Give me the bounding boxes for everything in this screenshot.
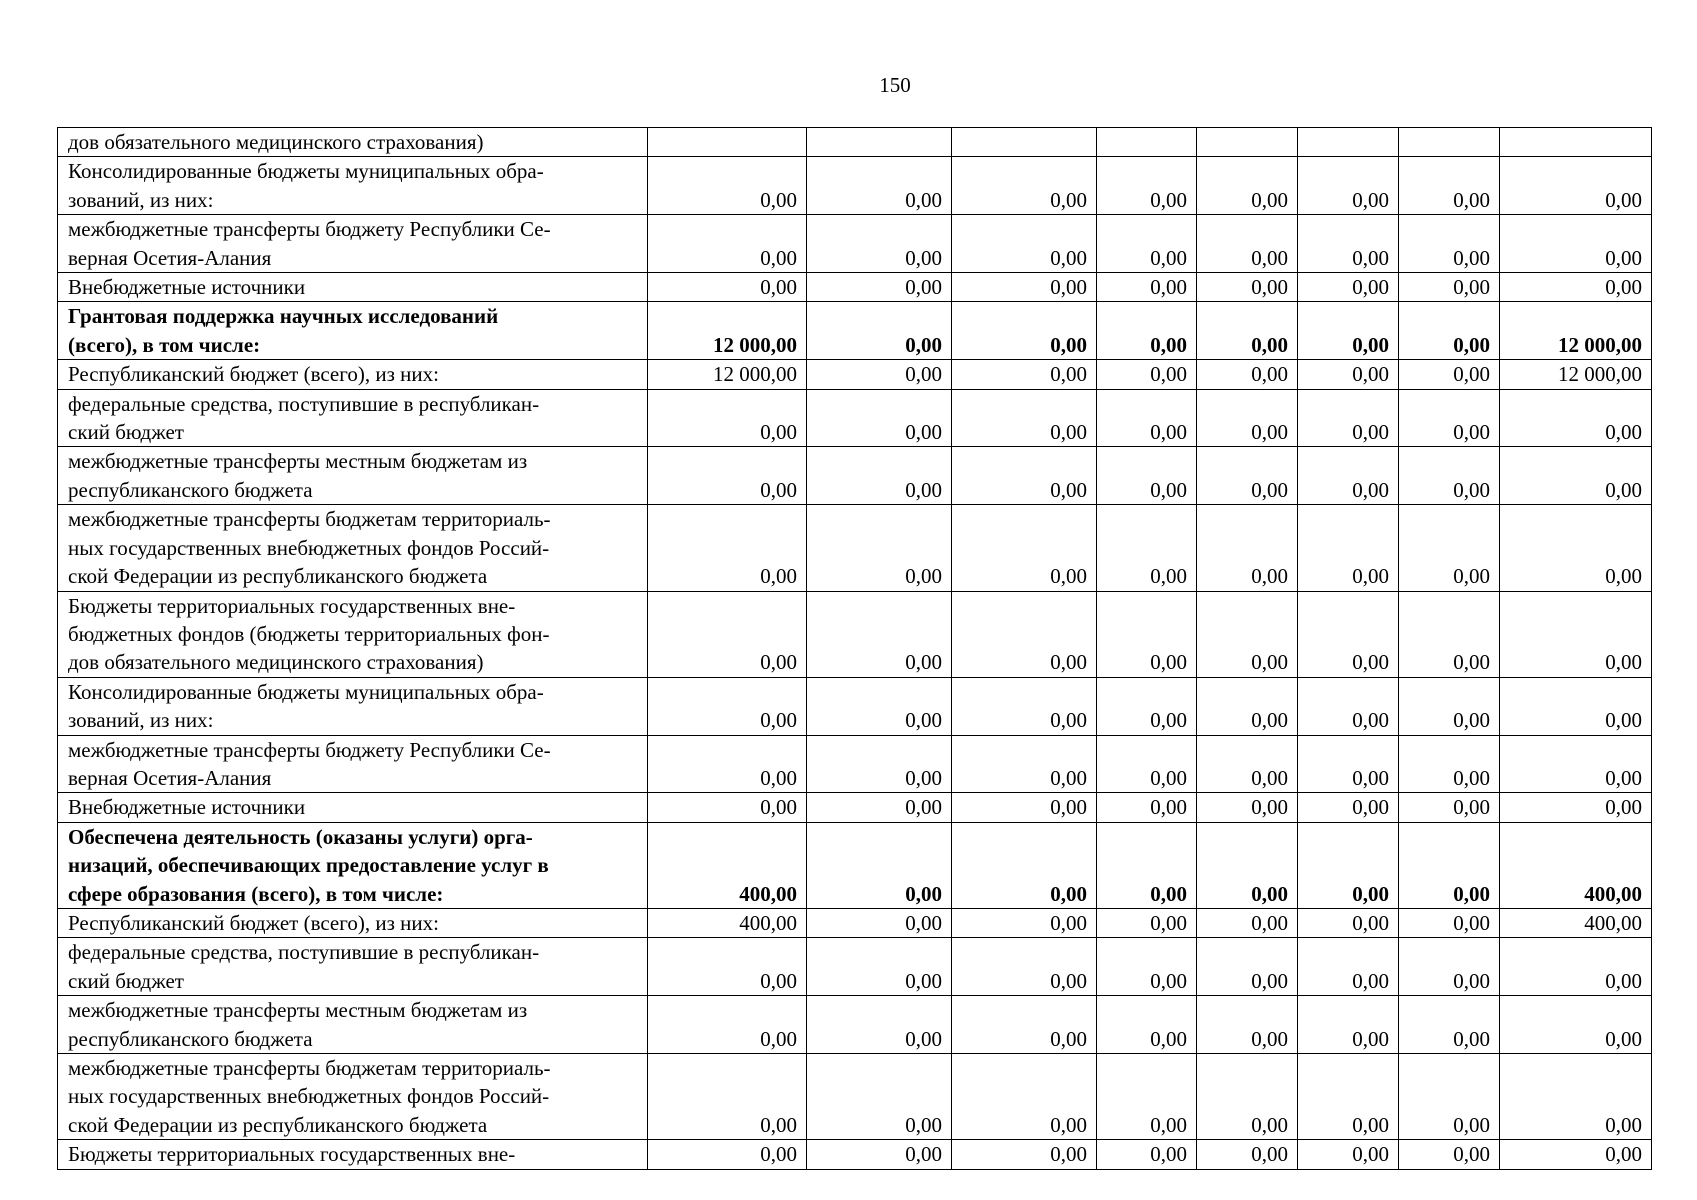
- table-row: [58, 128, 1652, 157]
- value-cell: 0,00: [648, 157, 807, 215]
- value-cell: 0,00: [1298, 1054, 1399, 1140]
- value-cell: 0,00: [1298, 273, 1399, 302]
- value-cell: 0,00: [807, 505, 952, 591]
- value-cell: 0,00: [807, 793, 952, 822]
- row-label-line: Грантовая поддержка научных исследований: [68, 304, 499, 329]
- value-cell: 0,00: [952, 273, 1097, 302]
- value-cell: [1197, 128, 1298, 157]
- value-cell: 0,00: [648, 677, 807, 735]
- budget-table: [57, 127, 1652, 1170]
- table-row: [58, 591, 1652, 677]
- value-cell: 0,00: [952, 360, 1097, 389]
- row-label-line: низаций, обеспечивающих предоставление услуг в: [68, 853, 549, 878]
- row-label-line: межбюджетные трансферты местным бюджетам из: [68, 449, 528, 474]
- table-row: [58, 389, 1652, 447]
- value-cell: 0,00: [1500, 591, 1652, 677]
- value-cell: 0,00: [1097, 389, 1197, 447]
- table-row: [58, 157, 1652, 215]
- row-label-line: ных государственных внебюджетных фондов Россий-: [68, 535, 550, 560]
- value-cell: 0,00: [1500, 735, 1652, 793]
- value-cell: 0,00: [1399, 157, 1500, 215]
- value-cell: 0,00: [807, 938, 952, 996]
- row-label-line: Внебюджетные источники: [68, 275, 306, 300]
- row-label-line: Консолидированные бюджеты муниципальных обра-: [68, 679, 544, 704]
- table-row: [58, 215, 1652, 273]
- value-cell: 0,00: [648, 793, 807, 822]
- value-cell: 0,00: [1197, 360, 1298, 389]
- value-cell: 0,00: [1097, 1140, 1197, 1169]
- row-label-line: Бюджеты территориальных государственных вне-: [68, 593, 516, 618]
- value-cell: 0,00: [1097, 996, 1197, 1054]
- value-cell: 0,00: [1298, 302, 1399, 360]
- value-cell: 12 000,00: [1500, 360, 1652, 389]
- row-label: [58, 505, 648, 591]
- row-label-line: бюджетных фондов (бюджеты территориальных фон-: [68, 621, 550, 646]
- row-label: [58, 996, 648, 1054]
- value-cell: 0,00: [1298, 996, 1399, 1054]
- value-cell: [1097, 128, 1197, 157]
- value-cell: [807, 128, 952, 157]
- table-row: [58, 735, 1652, 793]
- value-cell: 0,00: [648, 996, 807, 1054]
- row-label: [58, 128, 648, 157]
- table-row: [58, 447, 1652, 505]
- value-cell: 0,00: [1298, 938, 1399, 996]
- value-cell: 0,00: [1097, 360, 1197, 389]
- value-cell: 400,00: [648, 908, 807, 937]
- row-label-line: ский бюджет: [68, 968, 184, 993]
- value-cell: 0,00: [1197, 591, 1298, 677]
- value-cell: 0,00: [1298, 157, 1399, 215]
- table-row: [58, 793, 1652, 822]
- row-label-line: Консолидированные бюджеты муниципальных обра-: [68, 159, 544, 184]
- value-cell: 400,00: [1500, 908, 1652, 937]
- row-label: [58, 1054, 648, 1140]
- value-cell: 0,00: [1399, 938, 1500, 996]
- value-cell: 0,00: [1298, 447, 1399, 505]
- value-cell: 0,00: [1197, 938, 1298, 996]
- row-label-line: межбюджетные трансферты бюджетам территориаль-: [68, 1056, 551, 1080]
- value-cell: 0,00: [1500, 157, 1652, 215]
- value-cell: 0,00: [1097, 908, 1197, 937]
- table-row: [58, 822, 1652, 908]
- value-cell: 0,00: [1097, 822, 1197, 908]
- value-cell: 12 000,00: [648, 360, 807, 389]
- value-cell: 0,00: [1399, 1054, 1500, 1140]
- value-cell: 0,00: [1197, 793, 1298, 822]
- value-cell: 0,00: [1399, 447, 1500, 505]
- value-cell: 0,00: [1399, 793, 1500, 822]
- value-cell: 0,00: [648, 1054, 807, 1140]
- value-cell: 400,00: [1500, 822, 1652, 908]
- page-number: 150: [879, 73, 911, 97]
- value-cell: 0,00: [1298, 389, 1399, 447]
- value-cell: 0,00: [807, 360, 952, 389]
- row-label: [58, 908, 648, 937]
- row-label: [58, 302, 648, 360]
- value-cell: 0,00: [1197, 302, 1298, 360]
- value-cell: 0,00: [807, 302, 952, 360]
- value-cell: 0,00: [1197, 908, 1298, 937]
- value-cell: 0,00: [648, 447, 807, 505]
- value-cell: 0,00: [1500, 793, 1652, 822]
- value-cell: 0,00: [807, 447, 952, 505]
- value-cell: 0,00: [1197, 157, 1298, 215]
- value-cell: 0,00: [648, 389, 807, 447]
- value-cell: 0,00: [807, 1140, 952, 1169]
- value-cell: 0,00: [648, 505, 807, 591]
- row-label-line: федеральные средства, поступившие в республикан-: [68, 940, 540, 965]
- row-label: [58, 389, 648, 447]
- value-cell: 0,00: [952, 793, 1097, 822]
- row-label-line: верная Осетия-Алания: [68, 245, 272, 270]
- value-cell: 0,00: [1298, 505, 1399, 591]
- value-cell: 0,00: [1097, 505, 1197, 591]
- value-cell: 0,00: [952, 996, 1097, 1054]
- row-label-line: ных государственных внебюджетных фондов Россий-: [68, 1084, 550, 1109]
- row-label-line: Обеспечена деятельность (оказаны услуги) орга-: [68, 824, 533, 849]
- value-cell: 0,00: [1298, 677, 1399, 735]
- table-row: [58, 677, 1652, 735]
- value-cell: 0,00: [1399, 591, 1500, 677]
- row-label: [58, 793, 648, 822]
- value-cell: 0,00: [952, 677, 1097, 735]
- row-label: [58, 360, 648, 389]
- value-cell: 0,00: [807, 273, 952, 302]
- value-cell: [1298, 128, 1399, 157]
- row-label-line: республиканского бюджета: [68, 477, 313, 502]
- value-cell: 0,00: [1197, 1054, 1298, 1140]
- value-cell: 0,00: [648, 591, 807, 677]
- table-row: [58, 1054, 1652, 1140]
- value-cell: 0,00: [1500, 273, 1652, 302]
- value-cell: 400,00: [648, 822, 807, 908]
- value-cell: 0,00: [1500, 505, 1652, 591]
- row-label-line: ской Федерации из республиканского бюджета: [68, 564, 488, 589]
- value-cell: 0,00: [1500, 389, 1652, 447]
- value-cell: 0,00: [1197, 447, 1298, 505]
- value-cell: 0,00: [1298, 215, 1399, 273]
- value-cell: 0,00: [1399, 735, 1500, 793]
- value-cell: [1399, 128, 1500, 157]
- table-row: [58, 302, 1652, 360]
- row-label-line: федеральные средства, поступившие в республикан-: [68, 391, 540, 416]
- row-label-line: верная Осетия-Алания: [68, 765, 272, 790]
- value-cell: 0,00: [1197, 677, 1298, 735]
- value-cell: 0,00: [1097, 157, 1197, 215]
- value-cell: 0,00: [1197, 996, 1298, 1054]
- value-cell: 0,00: [1197, 389, 1298, 447]
- value-cell: 0,00: [1197, 822, 1298, 908]
- value-cell: 0,00: [1097, 302, 1197, 360]
- value-cell: 0,00: [807, 591, 952, 677]
- row-label: [58, 822, 648, 908]
- value-cell: 0,00: [1298, 822, 1399, 908]
- value-cell: 0,00: [1399, 302, 1500, 360]
- value-cell: 0,00: [952, 1140, 1097, 1169]
- value-cell: 0,00: [1298, 360, 1399, 389]
- value-cell: 0,00: [1298, 591, 1399, 677]
- value-cell: 0,00: [1097, 591, 1197, 677]
- row-label-line: Республиканский бюджет (всего), из них:: [68, 910, 439, 935]
- value-cell: 0,00: [1399, 505, 1500, 591]
- table-row: [58, 938, 1652, 996]
- value-cell: 0,00: [648, 273, 807, 302]
- value-cell: 0,00: [1097, 938, 1197, 996]
- row-label-line: дов обязательного медицинского страхования): [68, 650, 484, 675]
- value-cell: 0,00: [807, 996, 952, 1054]
- row-label: [58, 1140, 648, 1169]
- value-cell: 0,00: [807, 677, 952, 735]
- value-cell: 0,00: [807, 908, 952, 937]
- value-cell: 0,00: [1500, 215, 1652, 273]
- value-cell: 12 000,00: [648, 302, 807, 360]
- row-label-line: межбюджетные трансферты бюджету Республики Се-: [68, 217, 551, 242]
- value-cell: 0,00: [1399, 822, 1500, 908]
- value-cell: 0,00: [1298, 908, 1399, 937]
- value-cell: 0,00: [1500, 1140, 1652, 1169]
- value-cell: 0,00: [952, 302, 1097, 360]
- value-cell: 0,00: [1298, 793, 1399, 822]
- value-cell: 0,00: [952, 447, 1097, 505]
- value-cell: 0,00: [1399, 996, 1500, 1054]
- value-cell: 0,00: [1197, 735, 1298, 793]
- table-row: [58, 1140, 1652, 1169]
- row-label-line: ский бюджет: [68, 420, 184, 445]
- value-cell: 0,00: [952, 938, 1097, 996]
- value-cell: 0,00: [1399, 215, 1500, 273]
- table-row: [58, 908, 1652, 937]
- value-cell: 0,00: [807, 157, 952, 215]
- table-row: [58, 360, 1652, 389]
- value-cell: 0,00: [1500, 1054, 1652, 1140]
- value-cell: 0,00: [1097, 447, 1197, 505]
- row-label-line: зований, из них:: [68, 187, 214, 212]
- value-cell: 0,00: [1500, 996, 1652, 1054]
- row-label: [58, 215, 648, 273]
- row-label: [58, 273, 648, 302]
- value-cell: 0,00: [807, 389, 952, 447]
- row-label-line: (всего), в том числе:: [68, 332, 261, 357]
- row-label-line: сфере образования (всего), в том числе:: [68, 881, 444, 906]
- value-cell: 0,00: [952, 591, 1097, 677]
- row-label-line: дов обязательного медицинского страхования): [68, 130, 484, 154]
- value-cell: 0,00: [648, 215, 807, 273]
- value-cell: 0,00: [1097, 215, 1197, 273]
- value-cell: 0,00: [807, 1054, 952, 1140]
- value-cell: 0,00: [1399, 389, 1500, 447]
- value-cell: [648, 128, 807, 157]
- table-row: [58, 996, 1652, 1054]
- value-cell: 0,00: [648, 1140, 807, 1169]
- value-cell: 0,00: [1399, 908, 1500, 937]
- value-cell: 0,00: [952, 822, 1097, 908]
- value-cell: 0,00: [807, 822, 952, 908]
- table-row: [58, 505, 1652, 591]
- value-cell: 0,00: [1097, 677, 1197, 735]
- value-cell: 0,00: [1500, 447, 1652, 505]
- row-label: [58, 735, 648, 793]
- value-cell: 0,00: [1197, 215, 1298, 273]
- value-cell: 0,00: [952, 157, 1097, 215]
- value-cell: 0,00: [1097, 735, 1197, 793]
- value-cell: 0,00: [1097, 793, 1197, 822]
- value-cell: 0,00: [807, 735, 952, 793]
- value-cell: 0,00: [1097, 1054, 1197, 1140]
- value-cell: 0,00: [1097, 273, 1197, 302]
- value-cell: 0,00: [1197, 1140, 1298, 1169]
- row-label: [58, 591, 648, 677]
- table-body: [58, 128, 1652, 1170]
- row-label-line: Бюджеты территориальных государственных вне-: [68, 1142, 516, 1167]
- value-cell: 0,00: [648, 735, 807, 793]
- value-cell: 0,00: [952, 389, 1097, 447]
- row-label: [58, 157, 648, 215]
- value-cell: 0,00: [1500, 938, 1652, 996]
- value-cell: 0,00: [807, 215, 952, 273]
- value-cell: 0,00: [952, 908, 1097, 937]
- row-label-line: межбюджетные трансферты бюджету Республики Се-: [68, 737, 551, 762]
- value-cell: [1500, 128, 1652, 157]
- value-cell: 0,00: [1197, 505, 1298, 591]
- value-cell: [952, 128, 1097, 157]
- value-cell: 0,00: [952, 735, 1097, 793]
- value-cell: 0,00: [1399, 360, 1500, 389]
- table-row: [58, 273, 1652, 302]
- value-cell: 0,00: [648, 938, 807, 996]
- value-cell: 0,00: [952, 215, 1097, 273]
- row-label: [58, 677, 648, 735]
- row-label: [58, 447, 648, 505]
- value-cell: 0,00: [1197, 273, 1298, 302]
- row-label-line: Республиканский бюджет (всего), из них:: [68, 362, 439, 387]
- value-cell: 0,00: [1399, 677, 1500, 735]
- row-label-line: зований, из них:: [68, 708, 214, 733]
- value-cell: 12 000,00: [1500, 302, 1652, 360]
- row-label-line: Внебюджетные источники: [68, 795, 306, 820]
- value-cell: 0,00: [1500, 677, 1652, 735]
- value-cell: 0,00: [1298, 1140, 1399, 1169]
- row-label-line: республиканского бюджета: [68, 1026, 313, 1051]
- value-cell: 0,00: [1399, 1140, 1500, 1169]
- row-label-line: межбюджетные трансферты местным бюджетам из: [68, 998, 528, 1023]
- value-cell: 0,00: [1298, 735, 1399, 793]
- row-label: [58, 938, 648, 996]
- value-cell: 0,00: [952, 1054, 1097, 1140]
- value-cell: 0,00: [1399, 273, 1500, 302]
- row-label-line: межбюджетные трансферты бюджетам территориаль-: [68, 507, 551, 532]
- value-cell: 0,00: [952, 505, 1097, 591]
- row-label-line: ской Федерации из республиканского бюджета: [68, 1112, 488, 1137]
